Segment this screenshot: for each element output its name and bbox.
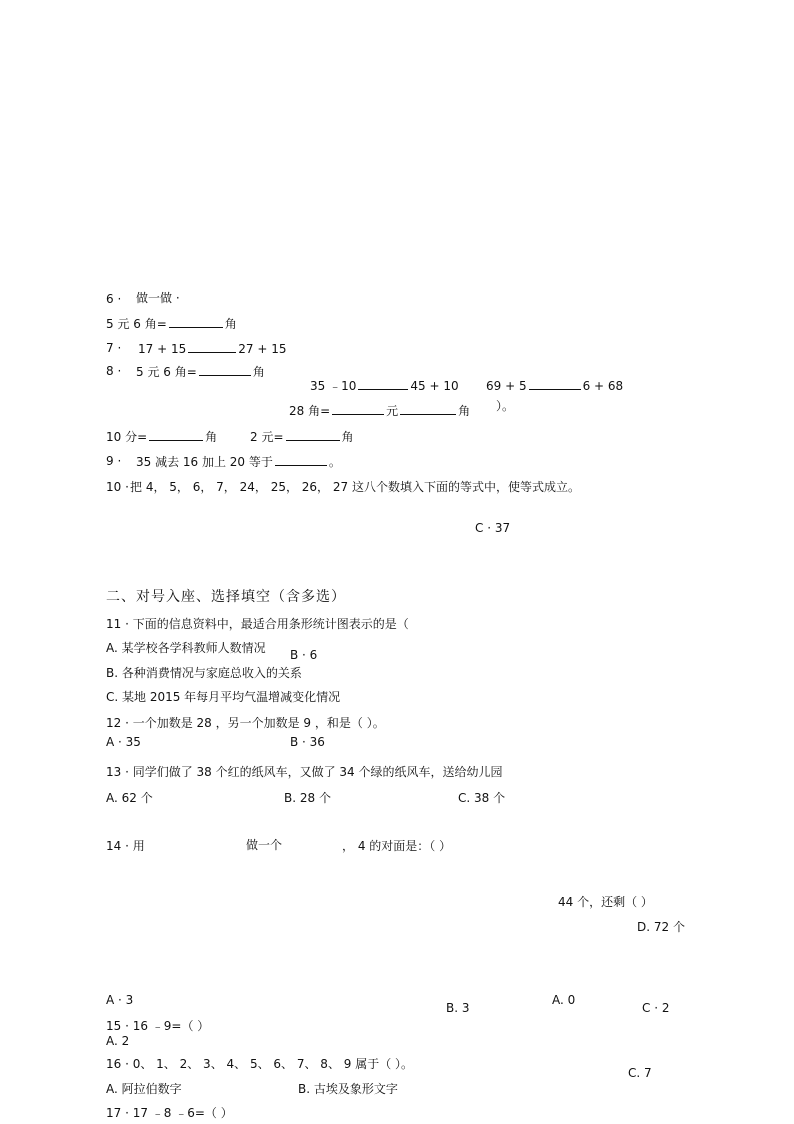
compare-left: 17 + 15 (138, 342, 187, 356)
conversion-left: 5 元 6 角= (106, 317, 167, 331)
money-conversion-line (106, 316, 237, 331)
q15-option-a: A. 2 (106, 1034, 130, 1048)
q11-stem: 11 · 下面的信息资料中，最适合用条形统计图表示的是（ (106, 617, 409, 631)
answer-blank[interactable] (286, 429, 340, 441)
compare-blank[interactable] (529, 378, 581, 390)
q14-part-2: 做一个 (246, 838, 283, 852)
jiao-conversion-line (289, 403, 470, 418)
q9-number: 9 · (106, 454, 122, 468)
q11-option-c: C. 某地 2015 年每月平均气温增减变化情况 (106, 690, 341, 704)
q13-option-b: B. 28 个 (284, 791, 331, 805)
conversion-unit: 角 (205, 430, 218, 444)
conversion-left: 10 分= (106, 430, 148, 444)
q9-tail: 。 (328, 455, 341, 469)
q15-stem: 15 · 16 ﹣9=（ ） (106, 1019, 210, 1033)
fragment-44: 44 个，还剩（ ） (558, 895, 653, 909)
compare-a (310, 378, 459, 393)
q11-option-b: B. 各种消费情况与家庭总收入的关系 (106, 666, 302, 680)
q11-option-a: A. 某学校各学科教师人数情况 (106, 641, 266, 655)
q12-option-b: B · 36 (290, 735, 325, 749)
answer-blank[interactable] (149, 429, 203, 441)
q6-text: 做一做 · (136, 291, 180, 305)
conversion-left: 5 元 6 角= (136, 365, 197, 379)
option-c-2: C · 2 (642, 1001, 670, 1015)
option-a-0: A. 0 (552, 993, 576, 1007)
option-b-6: B · 6 (290, 648, 318, 662)
q17-stem: 17 · 17 ﹣8 ﹣6=（ ） (106, 1106, 233, 1120)
answer-blank[interactable] (199, 364, 251, 376)
q7-number: 7 · (106, 341, 122, 355)
compare-right: 45 + 10 (410, 379, 459, 393)
q16-option-a: A. 阿拉伯数字 (106, 1082, 182, 1096)
q10-number: 10 · (106, 480, 129, 494)
conversion-unit: 角 (341, 430, 354, 444)
compare-right: 27 + 15 (238, 342, 287, 356)
bracket-close: ）。 (496, 399, 515, 413)
option-b-3: B. 3 (446, 1001, 470, 1015)
answer-blank[interactable] (332, 403, 384, 415)
compare-b (486, 378, 623, 393)
q14-part-1: 14 · 用 (106, 839, 145, 853)
q13-option-c: C. 38 个 (458, 791, 506, 805)
compare-blank[interactable] (358, 378, 408, 390)
q10-text: 把 4， 5， 6， 7， 24， 25， 26， 27 这八个数填入下面的等式中，使等式成立。 (130, 480, 580, 494)
q13-stem: 13 · 同学们做了 38 个红的纸风车，又做了 34 个绿的纸风车，送给幼儿园 (106, 765, 503, 779)
conversion-left: 28 角= (289, 404, 331, 418)
compare-right: 6 + 68 (582, 379, 624, 393)
q8-number: 8 · (106, 364, 122, 378)
q13-option-a: A. 62 个 (106, 791, 153, 805)
compare-left: 35 ﹣10 (310, 379, 357, 393)
q7-compare (138, 341, 286, 356)
fen-conversion-line (106, 429, 217, 444)
q12-stem: 12 · 一个加数是 28 ，另一个加数是 9 ，和是（ ）。 (106, 716, 385, 730)
q12-option-a: A · 35 (106, 735, 141, 749)
conversion-unit: 角 (224, 317, 237, 331)
q16-option-b: B. 古埃及象形文字 (298, 1082, 398, 1096)
q14-part-3: ， 4 的对面是：（ ） (342, 839, 452, 853)
conversion-unit: 元 (386, 404, 399, 418)
conversion-left: 2 元= (250, 430, 284, 444)
q16-option-c: C. 7 (628, 1066, 652, 1080)
option-d-72: D. 72 个 (637, 920, 685, 934)
answer-blank[interactable] (275, 454, 327, 466)
conversion-unit: 角 (252, 365, 265, 379)
compare-blank[interactable] (188, 341, 236, 353)
q9-stem: 35 减去 16 加上 20 等于 (136, 455, 273, 469)
conversion-unit: 角 (458, 404, 471, 418)
compare-left: 69 + 5 (486, 379, 527, 393)
answer-blank[interactable] (400, 403, 456, 415)
q8-conversion (136, 364, 265, 379)
option-a-3: A · 3 (106, 993, 134, 1007)
option-c-37: C · 37 (475, 521, 511, 535)
yuan-conversion-line (250, 429, 354, 444)
q6-number: 6 · (106, 292, 122, 306)
q9-text (136, 454, 341, 469)
section-heading: 二、对号入座、选择填空（含多选） (106, 589, 346, 605)
answer-blank[interactable] (169, 316, 223, 328)
q16-stem: 16 · 0、 1、 2、 3、 4、 5、 6、 7、 8、 9 属于（ ）。 (106, 1057, 414, 1071)
